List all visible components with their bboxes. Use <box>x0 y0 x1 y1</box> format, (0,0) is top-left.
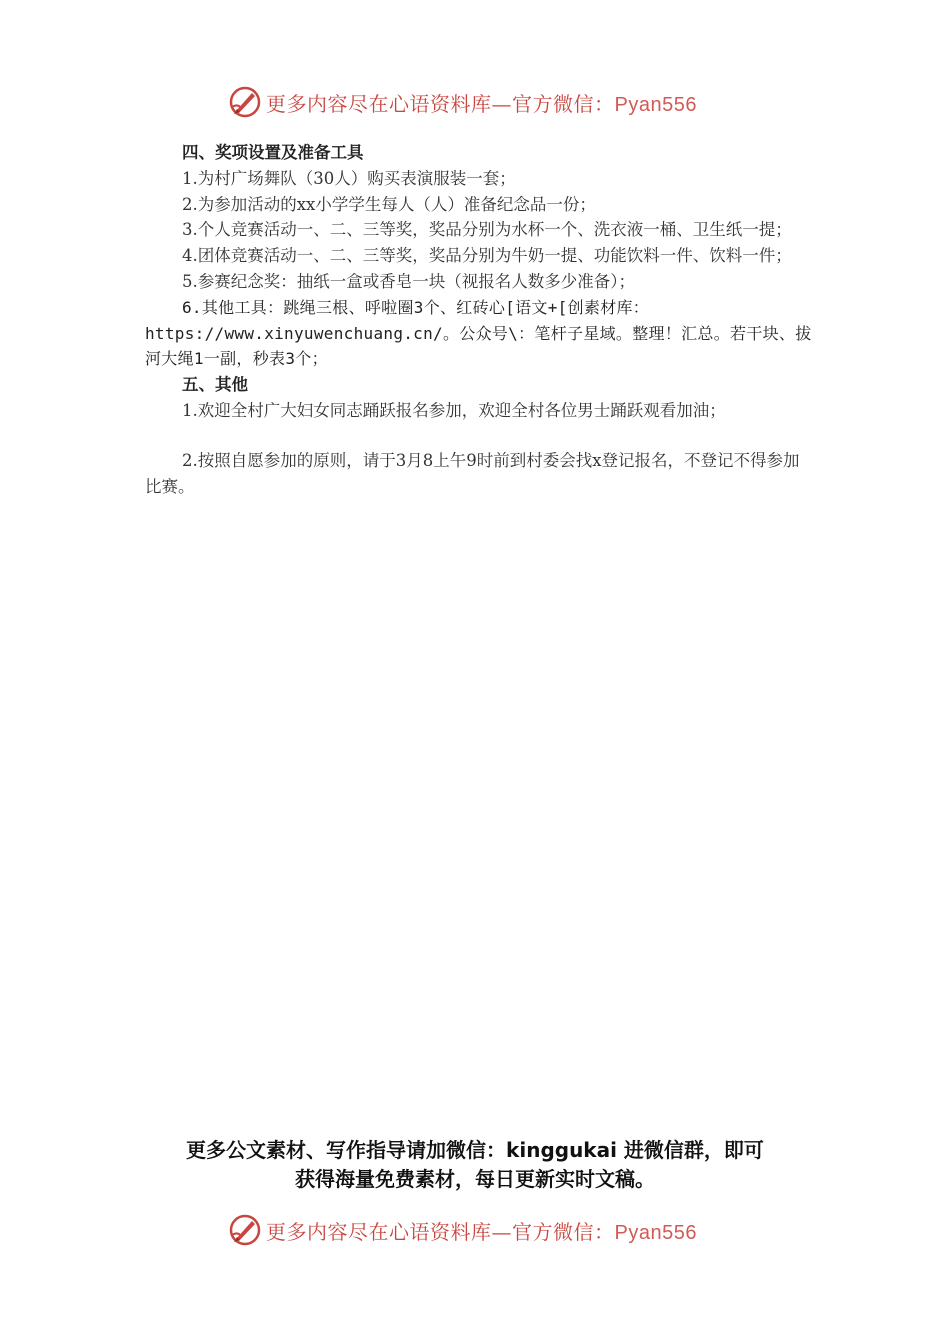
header-banner <box>228 84 728 120</box>
document-body <box>145 140 813 499</box>
header-wechat-id: Pyan556 <box>614 93 697 116</box>
section5-heading: 五、其他 <box>182 375 248 395</box>
section4-item-3: 3.个人竞赛活动一、二、三等奖，奖品分别为水杯一个、洗衣液一桶、卫生纸一提； <box>182 220 792 240</box>
section4-item-5: 5.参赛纪念奖：抽纸一盒或香皂一块（视报名人数多少准备）； <box>182 271 635 291</box>
pen-logo-icon <box>228 1213 262 1247</box>
section5-item-1: 1.欢迎全村广大妇女同志踊跃报名参加，欢迎全村各位男士踊跃观看加油； <box>182 400 726 420</box>
header-banner-text: 更多内容尽在心语资料库—官方微信：Pyan556 <box>266 91 697 116</box>
footer-promo-note <box>120 1136 830 1194</box>
footer-promo-line-1: 更多公文素材、写作指导请加微信：kinggukai 进微信群，即可 <box>186 1138 764 1162</box>
section4-item-1: 1.为村广场舞队（30人）购买表演服装一套； <box>182 168 516 188</box>
footer-banner <box>228 1212 728 1248</box>
footer-wechat-id: Pyan556 <box>614 1221 697 1244</box>
section4-heading: 四、奖项设置及准备工具 <box>182 143 364 162</box>
footer-promo-line-2: 获得海量免费素材，每日更新实时文稿。 <box>295 1167 655 1191</box>
footer-banner-text: 更多内容尽在心语资料库—官方微信：Pyan556 <box>266 1219 697 1244</box>
pen-logo-icon <box>228 85 262 119</box>
section4-item-2: 2.为参加活动的xx小学学生每人（人）准备纪念品一份； <box>182 194 596 214</box>
section4-item-6: 6.其他工具：跳绳三根、呼啦圈3个、红砖心[语文+[创素材库：https://www.xinyuwenchuang.cn/。公众号\：笔杆子星域。整理！汇总。若干块、拔河大绳1一副，秒表3个； <box>145 297 812 369</box>
section5-item-2: 2.按照自愿参加的原则，请于3月8上午9时前到村委会找x登记报名，不登记不得参加比赛。 <box>145 450 800 496</box>
section4-item-4: 4.团体竞赛活动一、二、三等奖，奖品分别为牛奶一提、功能饮料一件、饮料一件； <box>182 246 792 266</box>
